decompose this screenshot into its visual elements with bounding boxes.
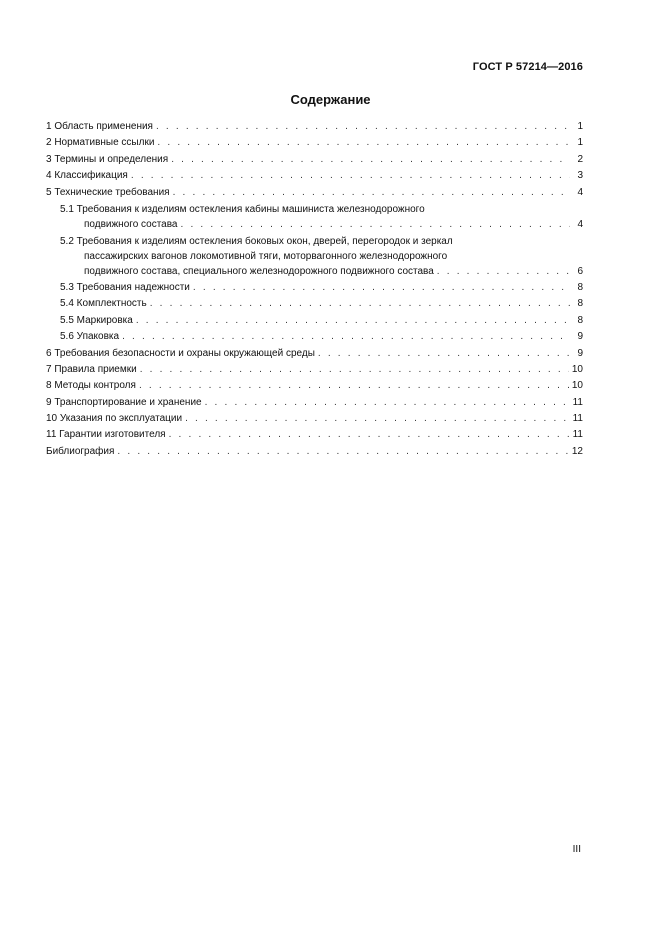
toc-entry-label: подвижного состава, специального железнодорожного подвижного состава (84, 265, 434, 277)
toc-entry (46, 202, 583, 232)
dot-leader (437, 264, 570, 279)
document-id: ГОСТ Р 57214—2016 (472, 61, 583, 73)
toc-entry-line (60, 217, 583, 232)
dot-leader (117, 444, 568, 459)
dot-leader (139, 378, 569, 393)
toc-entry-line (46, 185, 583, 200)
toc-entry-label: 2 Нормативные ссылки (46, 137, 155, 149)
toc-entry (46, 152, 583, 167)
dot-leader (205, 395, 570, 410)
page-number: III (572, 844, 581, 855)
toc-entry-label: 1 Область применения (46, 121, 153, 132)
dot-leader (169, 427, 570, 442)
toc-entry-label: 3 Термины и определения (46, 153, 169, 165)
toc-entry (46, 313, 583, 328)
toc-entry (46, 234, 583, 279)
toc-entry-label: Библиография (46, 445, 115, 457)
toc-entry-line (60, 264, 583, 279)
toc-entry (46, 444, 583, 459)
toc-entry-page: 6 (577, 265, 583, 277)
toc-entry-page: 3 (577, 170, 583, 182)
toc-entry-label: 10 Указания по эксплуатации (46, 413, 183, 425)
table-of-contents (46, 119, 583, 460)
toc-entry-page: 4 (577, 218, 583, 230)
dot-leader (318, 346, 570, 361)
dot-leader (181, 217, 571, 232)
toc-entry-page: 11 (572, 429, 583, 441)
toc-entry (46, 119, 583, 134)
toc-entry-label: 8 Методы контроля (46, 380, 136, 392)
toc-entry-label: 9 Транспортирование и хранение (46, 396, 202, 408)
dot-leader (140, 362, 569, 377)
toc-entry-line (46, 444, 583, 459)
toc-entry-page: 12 (571, 445, 583, 457)
toc-entry (46, 135, 583, 150)
toc-entry (46, 378, 583, 393)
toc-entry-line (46, 346, 583, 361)
toc-entry-label: 7 Правила приемки (46, 363, 137, 375)
toc-entry-line (46, 362, 583, 377)
toc-entry-label-line: пассажирских вагонов локомотивной тяги, моторвагонного железнодорожного (84, 250, 448, 262)
toc-entry-page: 1 (577, 137, 583, 149)
dot-leader (156, 119, 570, 134)
toc-entry-line (60, 296, 583, 311)
toc-entry (46, 168, 583, 183)
dot-leader (173, 185, 570, 200)
dot-leader (150, 296, 570, 311)
toc-entry-page: 9 (577, 347, 583, 359)
toc-entry-line (60, 313, 583, 328)
toc-entry-label: 11 Гарантии изготовителя (46, 429, 166, 441)
dot-leader (157, 135, 570, 150)
toc-entry-label: 5 Технические требования (46, 186, 170, 198)
toc-entry-page: 11 (572, 413, 583, 425)
toc-entry-label: 6 Требования безопасности и охраны окружающей среды (46, 347, 315, 359)
toc-entry (46, 346, 583, 361)
dot-leader (185, 411, 570, 426)
dot-leader (131, 168, 570, 183)
toc-entry-label: подвижного состава (84, 218, 178, 230)
toc-entry (46, 329, 583, 344)
toc-entry-line (60, 329, 583, 344)
toc-entry-page: 8 (577, 298, 583, 310)
toc-entry (46, 395, 583, 410)
toc-title: Содержание (290, 92, 371, 107)
dot-leader (193, 280, 570, 295)
toc-entry (46, 427, 583, 442)
toc-entry-line (46, 135, 583, 150)
toc-entry-page: 2 (577, 153, 583, 165)
toc-entry-label: 5.5 Маркировка (60, 314, 133, 326)
toc-entry-page: 1 (577, 121, 583, 132)
toc-entry-label: 5.4 Комплектность (60, 298, 147, 310)
dot-leader (136, 313, 570, 328)
toc-entry-line (46, 378, 583, 393)
toc-entry-line (46, 395, 583, 410)
toc-entry-label-line: 5.1 Требования к изделиям остекления кабины машиниста железнодорожного (60, 203, 425, 215)
toc-entry-label-line: 5.2 Требования к изделиям остекления боковых окон, дверей, перегородок и зеркал (60, 235, 453, 247)
toc-entry-page: 8 (577, 281, 583, 293)
toc-entry-page: 9 (577, 331, 583, 343)
toc-entry-line (60, 280, 583, 295)
toc-entry-label: 5.6 Упаковка (60, 331, 120, 343)
toc-entry-line (46, 411, 583, 426)
toc-entry-line (46, 119, 583, 134)
toc-entry-label: 4 Классификация (46, 170, 128, 182)
toc-entry-line (46, 427, 583, 442)
toc-entry (46, 411, 583, 426)
toc-entry-page: 10 (571, 363, 583, 375)
toc-entry-page: 10 (571, 380, 583, 392)
toc-entry-page: 11 (572, 396, 583, 408)
toc-entry (46, 185, 583, 200)
toc-entry-label: 5.3 Требования надежности (60, 281, 190, 293)
toc-entry-line (46, 152, 583, 167)
toc-entry-page: 4 (577, 186, 583, 198)
toc-entry (46, 296, 583, 311)
toc-entry (46, 362, 583, 377)
dot-leader (171, 152, 570, 167)
toc-entry (46, 280, 583, 295)
toc-entry-page: 8 (577, 314, 583, 326)
dot-leader (122, 329, 570, 344)
toc-entry-line (46, 168, 583, 183)
